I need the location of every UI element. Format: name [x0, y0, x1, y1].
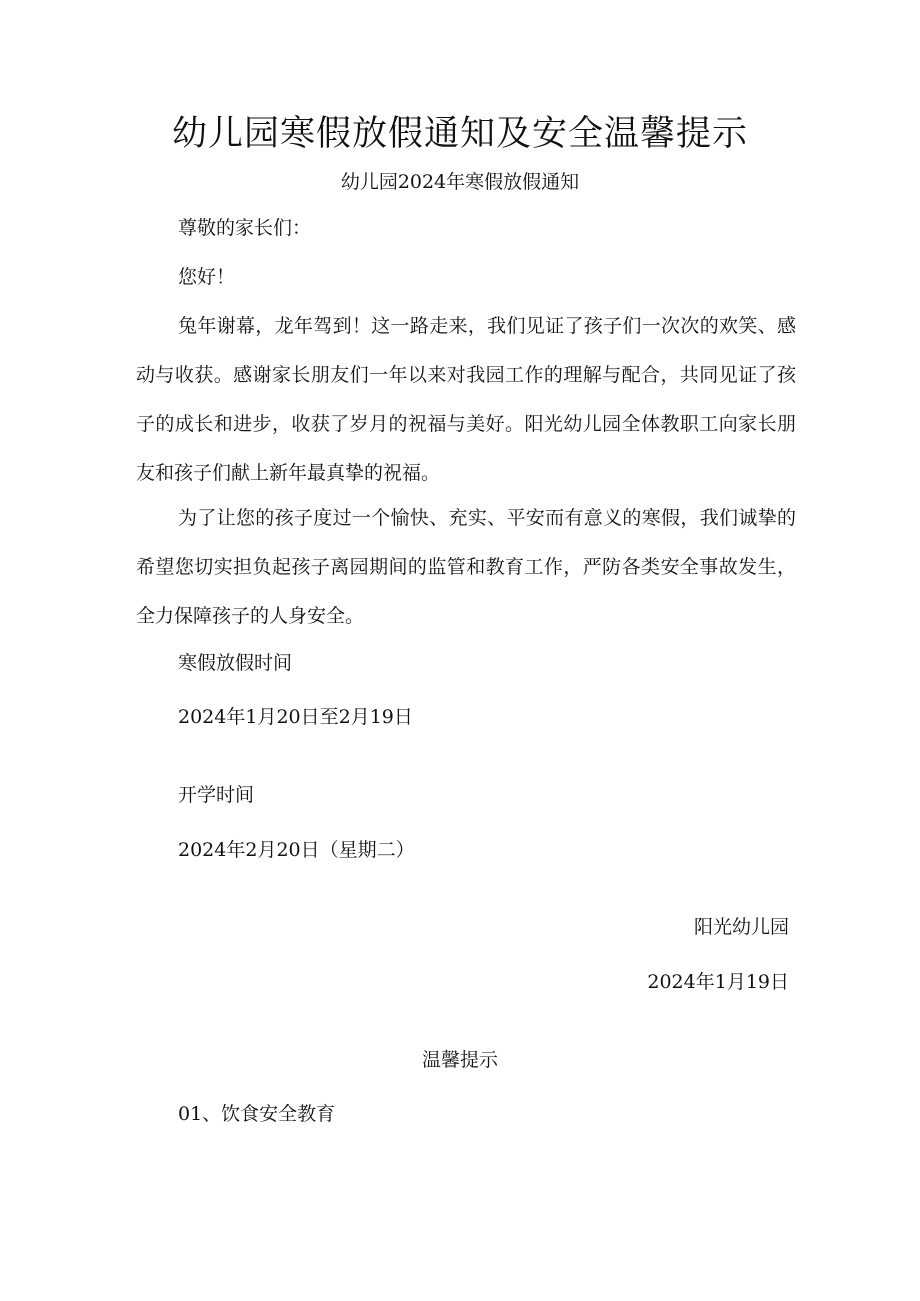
vacation-label: 寒假放假时间	[178, 652, 293, 674]
signature-date: 2024年1月19日	[647, 971, 789, 993]
signature: 阳光幼儿园	[693, 916, 789, 938]
document-title: 幼儿园寒假放假通知及安全温馨提示	[171, 114, 748, 154]
school-start-label: 开学时间	[178, 784, 255, 806]
paragraph-2: 为了让您的孩子度过一个愉快、充实、平安而有意义的寒假，我们诚挚的希望您切实担负起孩子离园期间的监管和教育工作，严防各类安全事故发生，全力保障孩子的人身安全。	[136, 507, 796, 627]
vacation-dates: 2024年1月20日至2月19日	[178, 706, 413, 728]
tips-heading: 温馨提示	[421, 1049, 498, 1071]
document-subtitle: 幼儿园2024年寒假放假通知	[340, 171, 580, 193]
greeting: 您好！	[178, 266, 236, 288]
tip-item: 01、饮食安全教育	[178, 1103, 336, 1125]
school-start-date: 2024年2月20日（星期二）	[178, 839, 415, 861]
salutation: 尊敬的家长们：	[178, 217, 312, 239]
paragraph-1: 兔年谢幕，龙年驾到！这一路走来，我们见证了孩子们一次次的欢笑、感动与收获。感谢家长朋友们一年以来对我园工作的理解与配合，共同见证了孩子的成长和进步，收获了岁月的祝福与美好。阳光幼儿园全体教职工向家长朋友和孩子们献上新年最真挚的祝福。	[136, 315, 796, 484]
